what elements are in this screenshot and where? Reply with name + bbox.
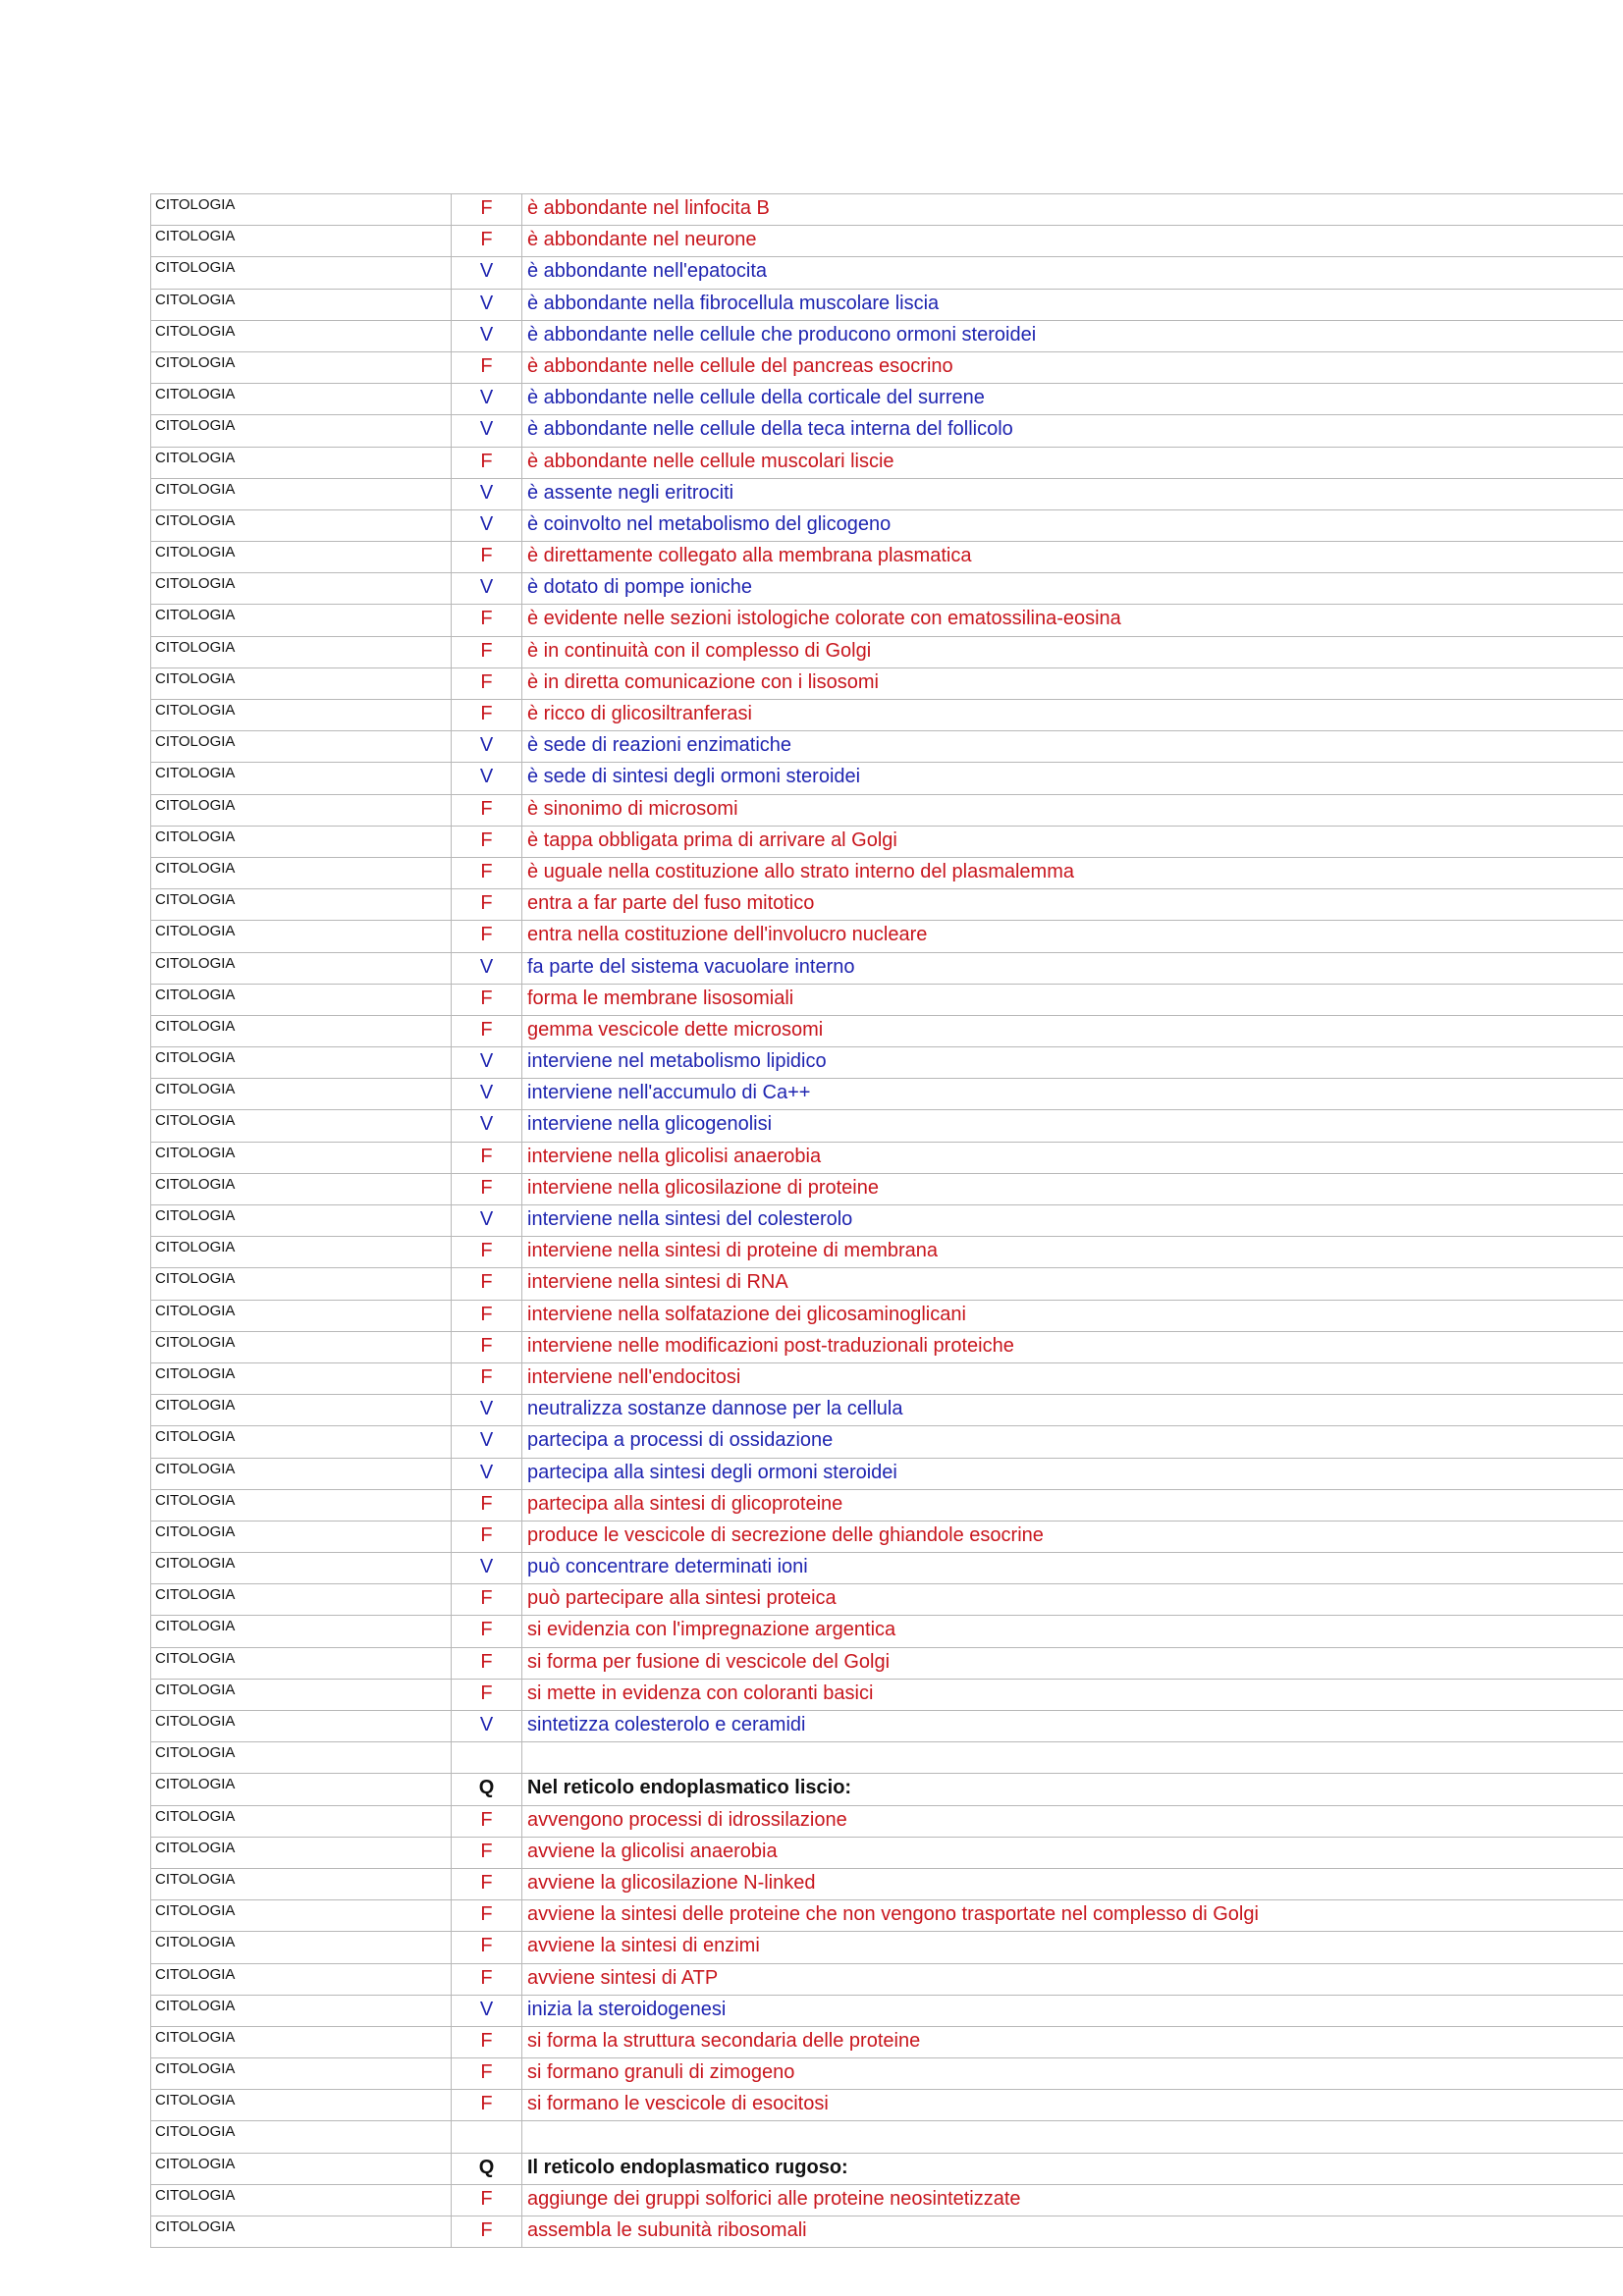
table-row — [151, 447, 1623, 478]
answer-cell: F — [452, 1015, 522, 1046]
answer-cell: V — [452, 1047, 522, 1079]
table-row — [151, 2184, 1623, 2216]
quiz-sheet — [150, 193, 1623, 2248]
category-cell: CITOLOGIA — [151, 636, 452, 667]
statement-cell: può concentrare determinati ioni — [522, 1553, 1623, 1584]
answer-cell: F — [452, 542, 522, 573]
table-row — [151, 1015, 1623, 1046]
table-row — [151, 1362, 1623, 1394]
statement-cell: avviene la glicosilazione N-linked — [522, 1868, 1623, 1899]
table-row — [151, 542, 1623, 573]
statement-cell: assembla le subunità ribosomali — [522, 2216, 1623, 2248]
table-row — [151, 2121, 1623, 2153]
table-row — [151, 1458, 1623, 1489]
answer-cell: V — [452, 478, 522, 509]
table-row — [151, 826, 1623, 857]
answer-cell: V — [452, 731, 522, 763]
statement-cell: è abbondante nelle cellule muscolari liscie — [522, 447, 1623, 478]
statement-cell: è abbondante nell'epatocita — [522, 257, 1623, 289]
table-row — [151, 1395, 1623, 1426]
category-cell: CITOLOGIA — [151, 1932, 452, 1963]
category-cell: CITOLOGIA — [151, 2153, 452, 2184]
category-cell: CITOLOGIA — [151, 509, 452, 541]
table-row — [151, 573, 1623, 605]
statement-cell: interviene nell'accumulo di Ca++ — [522, 1079, 1623, 1110]
category-cell: CITOLOGIA — [151, 857, 452, 888]
table-row — [151, 2216, 1623, 2248]
answer-cell: F — [452, 1331, 522, 1362]
answer-cell: F — [452, 889, 522, 921]
table-row — [151, 1647, 1623, 1679]
category-cell: CITOLOGIA — [151, 2026, 452, 2057]
table-row — [151, 1679, 1623, 1710]
statement-cell: è sede di sintesi degli ormoni steroidei — [522, 763, 1623, 794]
category-cell: CITOLOGIA — [151, 1963, 452, 1995]
table-row — [151, 2026, 1623, 2057]
answer-cell: F — [452, 1521, 522, 1552]
answer-cell: F — [452, 1868, 522, 1899]
table-row — [151, 1047, 1623, 1079]
answer-cell: F — [452, 1963, 522, 1995]
answer-cell: F — [452, 351, 522, 383]
answer-cell: F — [452, 1837, 522, 1868]
statement-cell: gemma vescicole dette microsomi — [522, 1015, 1623, 1046]
answer-cell: F — [452, 2058, 522, 2090]
answer-cell: F — [452, 857, 522, 888]
table-row — [151, 1995, 1623, 2026]
category-cell: CITOLOGIA — [151, 320, 452, 351]
statement-cell: è coinvolto nel metabolismo del glicogeno — [522, 509, 1623, 541]
statement-cell: è abbondante nel linfocita B — [522, 194, 1623, 226]
table-row — [151, 1079, 1623, 1110]
category-cell: CITOLOGIA — [151, 1774, 452, 1805]
category-cell: CITOLOGIA — [151, 2184, 452, 2216]
table-row — [151, 794, 1623, 826]
quiz-table — [150, 193, 1623, 2248]
category-cell: CITOLOGIA — [151, 1868, 452, 1899]
statement-cell: è evidente nelle sezioni istologiche colorate con ematossilina-eosina — [522, 605, 1623, 636]
category-cell: CITOLOGIA — [151, 1837, 452, 1868]
table-row — [151, 1331, 1623, 1362]
category-cell: CITOLOGIA — [151, 1679, 452, 1710]
category-cell: CITOLOGIA — [151, 1426, 452, 1458]
category-cell: CITOLOGIA — [151, 573, 452, 605]
table-row — [151, 731, 1623, 763]
answer-cell: F — [452, 1489, 522, 1521]
statement-cell: partecipa a processi di ossidazione — [522, 1426, 1623, 1458]
statement-cell: si forma la struttura secondaria delle proteine — [522, 2026, 1623, 2057]
table-row — [151, 1553, 1623, 1584]
table-row — [151, 1205, 1623, 1237]
category-cell: CITOLOGIA — [151, 1521, 452, 1552]
table-row — [151, 1932, 1623, 1963]
category-cell: CITOLOGIA — [151, 1173, 452, 1204]
answer-cell: V — [452, 384, 522, 415]
category-cell: CITOLOGIA — [151, 605, 452, 636]
table-row — [151, 1300, 1623, 1331]
answer-cell: V — [452, 415, 522, 447]
answer-cell: F — [452, 1237, 522, 1268]
answer-cell: F — [452, 1932, 522, 1963]
category-cell: CITOLOGIA — [151, 731, 452, 763]
answer-cell: V — [452, 952, 522, 984]
statement-cell: interviene nell'endocitosi — [522, 1362, 1623, 1394]
table-row — [151, 1110, 1623, 1142]
category-cell: CITOLOGIA — [151, 1300, 452, 1331]
table-row — [151, 857, 1623, 888]
table-row — [151, 1837, 1623, 1868]
statement-cell: è ricco di glicosiltranferasi — [522, 700, 1623, 731]
table-row — [151, 921, 1623, 952]
answer-cell — [452, 2121, 522, 2153]
answer-cell: V — [452, 289, 522, 320]
category-cell: CITOLOGIA — [151, 984, 452, 1015]
table-row — [151, 763, 1623, 794]
answer-cell: F — [452, 700, 522, 731]
statement-cell: sintetizza colesterolo e ceramidi — [522, 1711, 1623, 1742]
statement-cell: può partecipare alla sintesi proteica — [522, 1584, 1623, 1616]
category-cell: CITOLOGIA — [151, 415, 452, 447]
category-cell: CITOLOGIA — [151, 257, 452, 289]
category-cell: CITOLOGIA — [151, 1079, 452, 1110]
category-cell: CITOLOGIA — [151, 1742, 452, 1774]
statement-cell: è in diretta comunicazione con i lisosomi — [522, 667, 1623, 699]
statement-cell: si mette in evidenza con coloranti basici — [522, 1679, 1623, 1710]
table-row — [151, 194, 1623, 226]
statement-cell: è uguale nella costituzione allo strato interno del plasmalemma — [522, 857, 1623, 888]
question-row — [151, 2153, 1623, 2184]
table-row — [151, 636, 1623, 667]
table-row — [151, 2058, 1623, 2090]
table-row — [151, 384, 1623, 415]
statement-cell: inizia la steroidogenesi — [522, 1995, 1623, 2026]
table-row — [151, 952, 1623, 984]
category-cell: CITOLOGIA — [151, 952, 452, 984]
table-row — [151, 1489, 1623, 1521]
answer-cell: F — [452, 636, 522, 667]
category-cell: CITOLOGIA — [151, 2121, 452, 2153]
statement-cell: è direttamente collegato alla membrana plasmatica — [522, 542, 1623, 573]
category-cell: CITOLOGIA — [151, 542, 452, 573]
answer-cell: V — [452, 509, 522, 541]
category-cell: CITOLOGIA — [151, 1995, 452, 2026]
answer-cell: F — [452, 2216, 522, 2248]
category-cell: CITOLOGIA — [151, 1395, 452, 1426]
category-cell: CITOLOGIA — [151, 1268, 452, 1300]
statement-cell: interviene nella glicolisi anaerobia — [522, 1142, 1623, 1173]
table-row — [151, 1268, 1623, 1300]
answer-cell: V — [452, 1205, 522, 1237]
category-cell: CITOLOGIA — [151, 2216, 452, 2248]
answer-cell: F — [452, 1142, 522, 1173]
answer-cell: F — [452, 194, 522, 226]
answer-cell: F — [452, 667, 522, 699]
category-cell: CITOLOGIA — [151, 2058, 452, 2090]
answer-cell: V — [452, 1110, 522, 1142]
statement-cell: Il reticolo endoplasmatico rugoso: — [522, 2153, 1623, 2184]
table-row — [151, 1173, 1623, 1204]
answer-cell: F — [452, 1268, 522, 1300]
table-row — [151, 605, 1623, 636]
table-row — [151, 226, 1623, 257]
statement-cell: partecipa alla sintesi di glicoproteine — [522, 1489, 1623, 1521]
statement-cell: interviene nella glicosilazione di proteine — [522, 1173, 1623, 1204]
answer-cell: F — [452, 1679, 522, 1710]
category-cell: CITOLOGIA — [151, 1142, 452, 1173]
answer-cell: F — [452, 447, 522, 478]
answer-cell: V — [452, 257, 522, 289]
statement-cell: entra a far parte del fuso mitotico — [522, 889, 1623, 921]
statement-cell: è abbondante nella fibrocellula muscolare liscia — [522, 289, 1623, 320]
statement-cell: forma le membrane lisosomiali — [522, 984, 1623, 1015]
category-cell: CITOLOGIA — [151, 763, 452, 794]
answer-cell: F — [452, 921, 522, 952]
answer-cell: Q — [452, 2153, 522, 2184]
category-cell: CITOLOGIA — [151, 289, 452, 320]
category-cell: CITOLOGIA — [151, 667, 452, 699]
statement-cell: si evidenzia con l'impregnazione argentica — [522, 1616, 1623, 1647]
statement-cell — [522, 1742, 1623, 1774]
statement-cell — [522, 2121, 1623, 2153]
table-row — [151, 2090, 1623, 2121]
answer-cell: F — [452, 1584, 522, 1616]
category-cell: CITOLOGIA — [151, 2090, 452, 2121]
quiz-table-body — [151, 194, 1623, 2248]
answer-cell: F — [452, 1300, 522, 1331]
statement-cell: è abbondante nel neurone — [522, 226, 1623, 257]
statement-cell: è abbondante nelle cellule della corticale del surrene — [522, 384, 1623, 415]
answer-cell: V — [452, 1553, 522, 1584]
category-cell: CITOLOGIA — [151, 889, 452, 921]
answer-cell: F — [452, 984, 522, 1015]
statement-cell: interviene nelle modificazioni post-traduzionali proteiche — [522, 1331, 1623, 1362]
category-cell: CITOLOGIA — [151, 447, 452, 478]
answer-cell: F — [452, 226, 522, 257]
statement-cell: avviene la sintesi delle proteine che non vengono trasportate nel complesso di Golgi — [522, 1900, 1623, 1932]
table-row — [151, 667, 1623, 699]
answer-cell: Q — [452, 1774, 522, 1805]
statement-cell: avviene la sintesi di enzimi — [522, 1932, 1623, 1963]
statement-cell: avviene la glicolisi anaerobia — [522, 1837, 1623, 1868]
statement-cell: avviene sintesi di ATP — [522, 1963, 1623, 1995]
table-row — [151, 1426, 1623, 1458]
answer-cell: F — [452, 2090, 522, 2121]
answer-cell: V — [452, 320, 522, 351]
statement-cell: produce le vescicole di secrezione delle ghiandole esocrine — [522, 1521, 1623, 1552]
table-row — [151, 1237, 1623, 1268]
category-cell: CITOLOGIA — [151, 384, 452, 415]
answer-cell: F — [452, 826, 522, 857]
table-row — [151, 1584, 1623, 1616]
statement-cell: interviene nella glicogenolisi — [522, 1110, 1623, 1142]
table-row — [151, 1742, 1623, 1774]
answer-cell: F — [452, 2184, 522, 2216]
statement-cell: è abbondante nelle cellule del pancreas esocrino — [522, 351, 1623, 383]
table-row — [151, 1142, 1623, 1173]
table-row — [151, 1711, 1623, 1742]
answer-cell: F — [452, 794, 522, 826]
statement-cell: si forma per fusione di vescicole del Golgi — [522, 1647, 1623, 1679]
statement-cell: si formano le vescicole di esocitosi — [522, 2090, 1623, 2121]
answer-cell: V — [452, 1995, 522, 2026]
table-row — [151, 1963, 1623, 1995]
statement-cell: interviene nel metabolismo lipidico — [522, 1047, 1623, 1079]
statement-cell: aggiunge dei gruppi solforici alle proteine neosintetizzate — [522, 2184, 1623, 2216]
statement-cell: è tappa obbligata prima di arrivare al Golgi — [522, 826, 1623, 857]
statement-cell: interviene nella sintesi di proteine di membrana — [522, 1237, 1623, 1268]
answer-cell: F — [452, 1900, 522, 1932]
category-cell: CITOLOGIA — [151, 1489, 452, 1521]
answer-cell: V — [452, 1711, 522, 1742]
answer-cell: V — [452, 1426, 522, 1458]
statement-cell: interviene nella sintesi di RNA — [522, 1268, 1623, 1300]
answer-cell: V — [452, 763, 522, 794]
category-cell: CITOLOGIA — [151, 1647, 452, 1679]
table-row — [151, 320, 1623, 351]
table-row — [151, 1521, 1623, 1552]
category-cell: CITOLOGIA — [151, 1711, 452, 1742]
category-cell: CITOLOGIA — [151, 1205, 452, 1237]
table-row — [151, 289, 1623, 320]
category-cell: CITOLOGIA — [151, 226, 452, 257]
answer-cell: F — [452, 1616, 522, 1647]
statement-cell: è sede di reazioni enzimatiche — [522, 731, 1623, 763]
category-cell: CITOLOGIA — [151, 194, 452, 226]
table-row — [151, 1900, 1623, 1932]
answer-cell: F — [452, 1805, 522, 1837]
statement-cell: fa parte del sistema vacuolare interno — [522, 952, 1623, 984]
statement-cell: è in continuità con il complesso di Golgi — [522, 636, 1623, 667]
answer-cell: F — [452, 2026, 522, 2057]
statement-cell: è dotato di pompe ioniche — [522, 573, 1623, 605]
table-row — [151, 509, 1623, 541]
category-cell: CITOLOGIA — [151, 826, 452, 857]
table-row — [151, 1616, 1623, 1647]
statement-cell: interviene nella solfatazione dei glicosaminoglicani — [522, 1300, 1623, 1331]
category-cell: CITOLOGIA — [151, 351, 452, 383]
statement-cell: si formano granuli di zimogeno — [522, 2058, 1623, 2090]
table-row — [151, 984, 1623, 1015]
category-cell: CITOLOGIA — [151, 1015, 452, 1046]
answer-cell: F — [452, 605, 522, 636]
statement-cell: neutralizza sostanze dannose per la cellula — [522, 1395, 1623, 1426]
statement-cell: partecipa alla sintesi degli ormoni steroidei — [522, 1458, 1623, 1489]
category-cell: CITOLOGIA — [151, 1047, 452, 1079]
category-cell: CITOLOGIA — [151, 1331, 452, 1362]
category-cell: CITOLOGIA — [151, 1362, 452, 1394]
table-row — [151, 700, 1623, 731]
table-row — [151, 257, 1623, 289]
statement-cell: è sinonimo di microsomi — [522, 794, 1623, 826]
table-row — [151, 889, 1623, 921]
category-cell: CITOLOGIA — [151, 1110, 452, 1142]
answer-cell: F — [452, 1173, 522, 1204]
answer-cell: F — [452, 1362, 522, 1394]
category-cell: CITOLOGIA — [151, 1553, 452, 1584]
category-cell: CITOLOGIA — [151, 1805, 452, 1837]
category-cell: CITOLOGIA — [151, 1458, 452, 1489]
category-cell: CITOLOGIA — [151, 1616, 452, 1647]
statement-cell: è assente negli eritrociti — [522, 478, 1623, 509]
answer-cell: V — [452, 573, 522, 605]
table-row — [151, 415, 1623, 447]
table-row — [151, 351, 1623, 383]
statement-cell: avvengono processi di idrossilazione — [522, 1805, 1623, 1837]
category-cell: CITOLOGIA — [151, 794, 452, 826]
answer-cell — [452, 1742, 522, 1774]
answer-cell: F — [452, 1647, 522, 1679]
category-cell: CITOLOGIA — [151, 1900, 452, 1932]
table-row — [151, 1868, 1623, 1899]
category-cell: CITOLOGIA — [151, 700, 452, 731]
category-cell: CITOLOGIA — [151, 921, 452, 952]
category-cell: CITOLOGIA — [151, 1237, 452, 1268]
statement-cell: interviene nella sintesi del colesterolo — [522, 1205, 1623, 1237]
category-cell: CITOLOGIA — [151, 478, 452, 509]
answer-cell: V — [452, 1458, 522, 1489]
answer-cell: V — [452, 1079, 522, 1110]
table-row — [151, 478, 1623, 509]
statement-cell: Nel reticolo endoplasmatico liscio: — [522, 1774, 1623, 1805]
answer-cell: V — [452, 1395, 522, 1426]
statement-cell: è abbondante nelle cellule che producono ormoni steroidei — [522, 320, 1623, 351]
question-row — [151, 1774, 1623, 1805]
statement-cell: entra nella costituzione dell'involucro nucleare — [522, 921, 1623, 952]
table-row — [151, 1805, 1623, 1837]
category-cell: CITOLOGIA — [151, 1584, 452, 1616]
statement-cell: è abbondante nelle cellule della teca interna del follicolo — [522, 415, 1623, 447]
